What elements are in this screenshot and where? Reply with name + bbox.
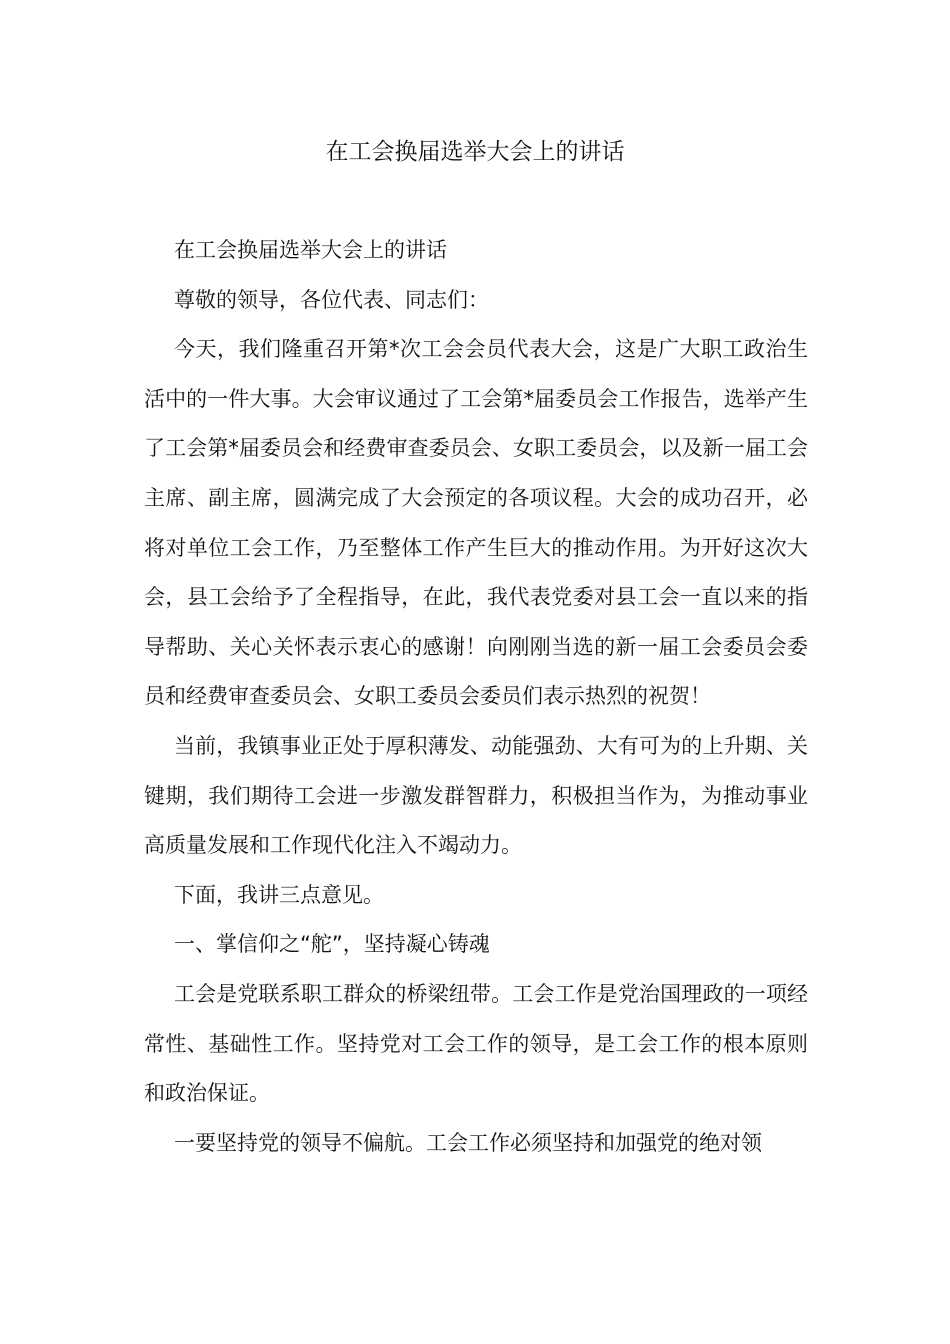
- paragraph-first-point: 一要坚持党的领导不偏航。工会工作必须坚持和加强党的绝对领: [174, 1130, 762, 1155]
- paragraph-union-role: 工会是党联系职工群众的桥梁纽带。工会工作是党治国理政的一项经常性、基础性工作。坚持党对工会工作的领导，是工会工作的根本原则和政治保证。: [144, 981, 808, 1106]
- paragraph-heading-repeat: 在工会换届选举大会上的讲话: [174, 238, 447, 262]
- paragraph-opening: 今天，我们隆重召开第*次工会会员代表大会，这是广大职工政治生活中的一件大事。大会审议通过了工会第*届委员会工作报告，选举产生了工会第*届委员会和经费审查委员会、女职工委员会，以及新一届工会主席、副主席，圆满完成了大会预定的各项议程。大会的成功召开，必将对单位工会工作，乃至整体工作产生巨大的推动作用。为开好这次大会，县工会给予了全程指导，在此，我代表党委对县工会一直以来的指导帮助、关心关怀表示衷心的感谢！向刚刚当选的新一届工会委员会委员和经费审查委员会、女职工委员会委员们表示热烈的祝贺！: [144, 337, 808, 709]
- paragraph-transition: 下面，我讲三点意见。: [174, 882, 384, 907]
- document-body: [144, 226, 808, 1168]
- document-title: 在工会换届选举大会上的讲话: [325, 139, 625, 165]
- section-heading-one: 一、掌信仰之“舵”，坚持凝心铸魂: [174, 932, 490, 957]
- paragraph-current-situation: 当前，我镇事业正处于厚积薄发、动能强劲、大有可为的上升期、关键期，我们期待工会进一步激发群智群力，积极担当作为，为推动事业高质量发展和工作现代化注入不竭动力。: [144, 733, 808, 858]
- paragraph-salutation: 尊敬的领导，各位代表、同志们：: [174, 287, 489, 312]
